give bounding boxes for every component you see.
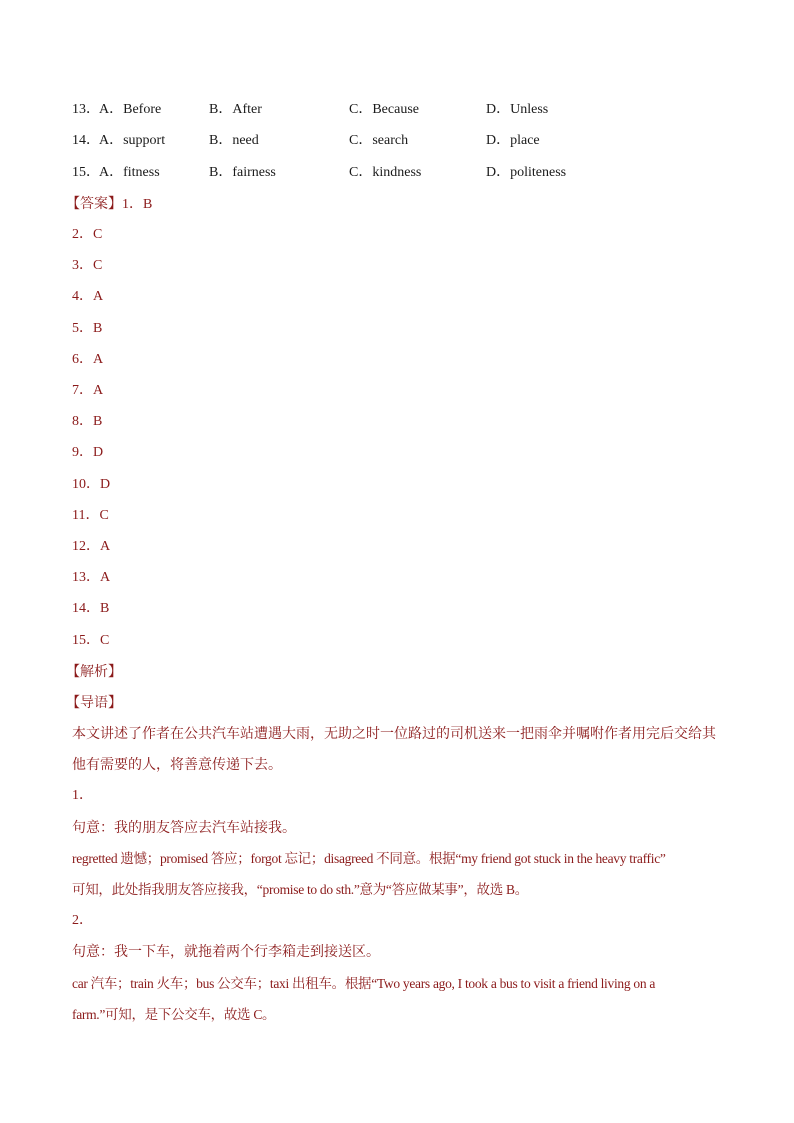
explanation-text-line: 可知，此处指我朋友答应接我，“promise to do sth.”意为“答应做某事”，故选 B。 <box>72 882 528 897</box>
answer-header: 【答案】 <box>66 196 122 212</box>
answer-item: 11．C <box>72 508 109 523</box>
explanation-text-line: car 汽车；train 火车；bus 公交车；taxi 出租车。根据“Two years ago, I took a bus to visit a friend living on a <box>72 976 656 991</box>
answer-item: 14．B <box>72 601 110 616</box>
sentence-meaning: 句意：我的朋友答应去汽车站接我。 <box>72 820 296 836</box>
option-a: A．Before <box>99 102 162 117</box>
answer-item: 13．A <box>72 570 111 585</box>
answer-item: 15．C <box>72 633 110 648</box>
guide-text-line: 本文讲述了作者在公共汽车站遭遇大雨，无助之时一位路过的司机送来一把雨伞并嘱咐作者用完后交给其 <box>72 726 716 742</box>
option-a: A．support <box>99 133 166 148</box>
option-c: C．kindness <box>349 165 422 180</box>
answer-item: 3．C <box>72 258 103 273</box>
guide-header: 【导语】 <box>66 695 122 711</box>
option-b: B．fairness <box>209 165 276 180</box>
answer-item: 5．B <box>72 321 103 336</box>
option-c: C．search <box>349 133 409 148</box>
question-number: 13． <box>72 102 100 117</box>
answer-item: 4．A <box>72 289 104 304</box>
option-c: C．Because <box>349 102 419 117</box>
answer-item: 12．A <box>72 539 111 554</box>
question-number: 14． <box>72 133 100 148</box>
answer-item: 9．D <box>72 445 104 460</box>
answer-item: 8．B <box>72 414 103 429</box>
answer-section <box>66 194 152 214</box>
explanation-text-line: farm.”可知，是下公交车，故选 C。 <box>72 1007 276 1022</box>
option-a: A．fitness <box>99 165 160 180</box>
explanation-text-line: regretted 遗憾；promised 答应；forgot 忘记；disagreed 不同意。根据“my friend got stuck in the heavy traffic” <box>72 851 666 866</box>
question-number: 15． <box>72 165 100 180</box>
option-d: D．politeness <box>486 165 567 180</box>
explanation-number: 1． <box>72 788 93 803</box>
answer-item: 7．A <box>72 383 104 398</box>
sentence-meaning: 句意：我一下车，就拖着两个行李箱走到接送区。 <box>72 944 380 960</box>
option-b: B．After <box>209 102 262 117</box>
explanation-number: 2． <box>72 913 93 928</box>
option-d: D．place <box>486 133 540 148</box>
answer-item: 10．D <box>72 477 111 492</box>
option-d: D．Unless <box>486 102 549 117</box>
analysis-header: 【解析】 <box>66 664 122 680</box>
answer-item: 1．B <box>122 197 153 212</box>
answer-item: 2．C <box>72 227 103 242</box>
option-b: B．need <box>209 133 259 148</box>
answer-item: 6．A <box>72 352 104 367</box>
guide-text-line: 他有需要的人，将善意传递下去。 <box>72 757 282 773</box>
